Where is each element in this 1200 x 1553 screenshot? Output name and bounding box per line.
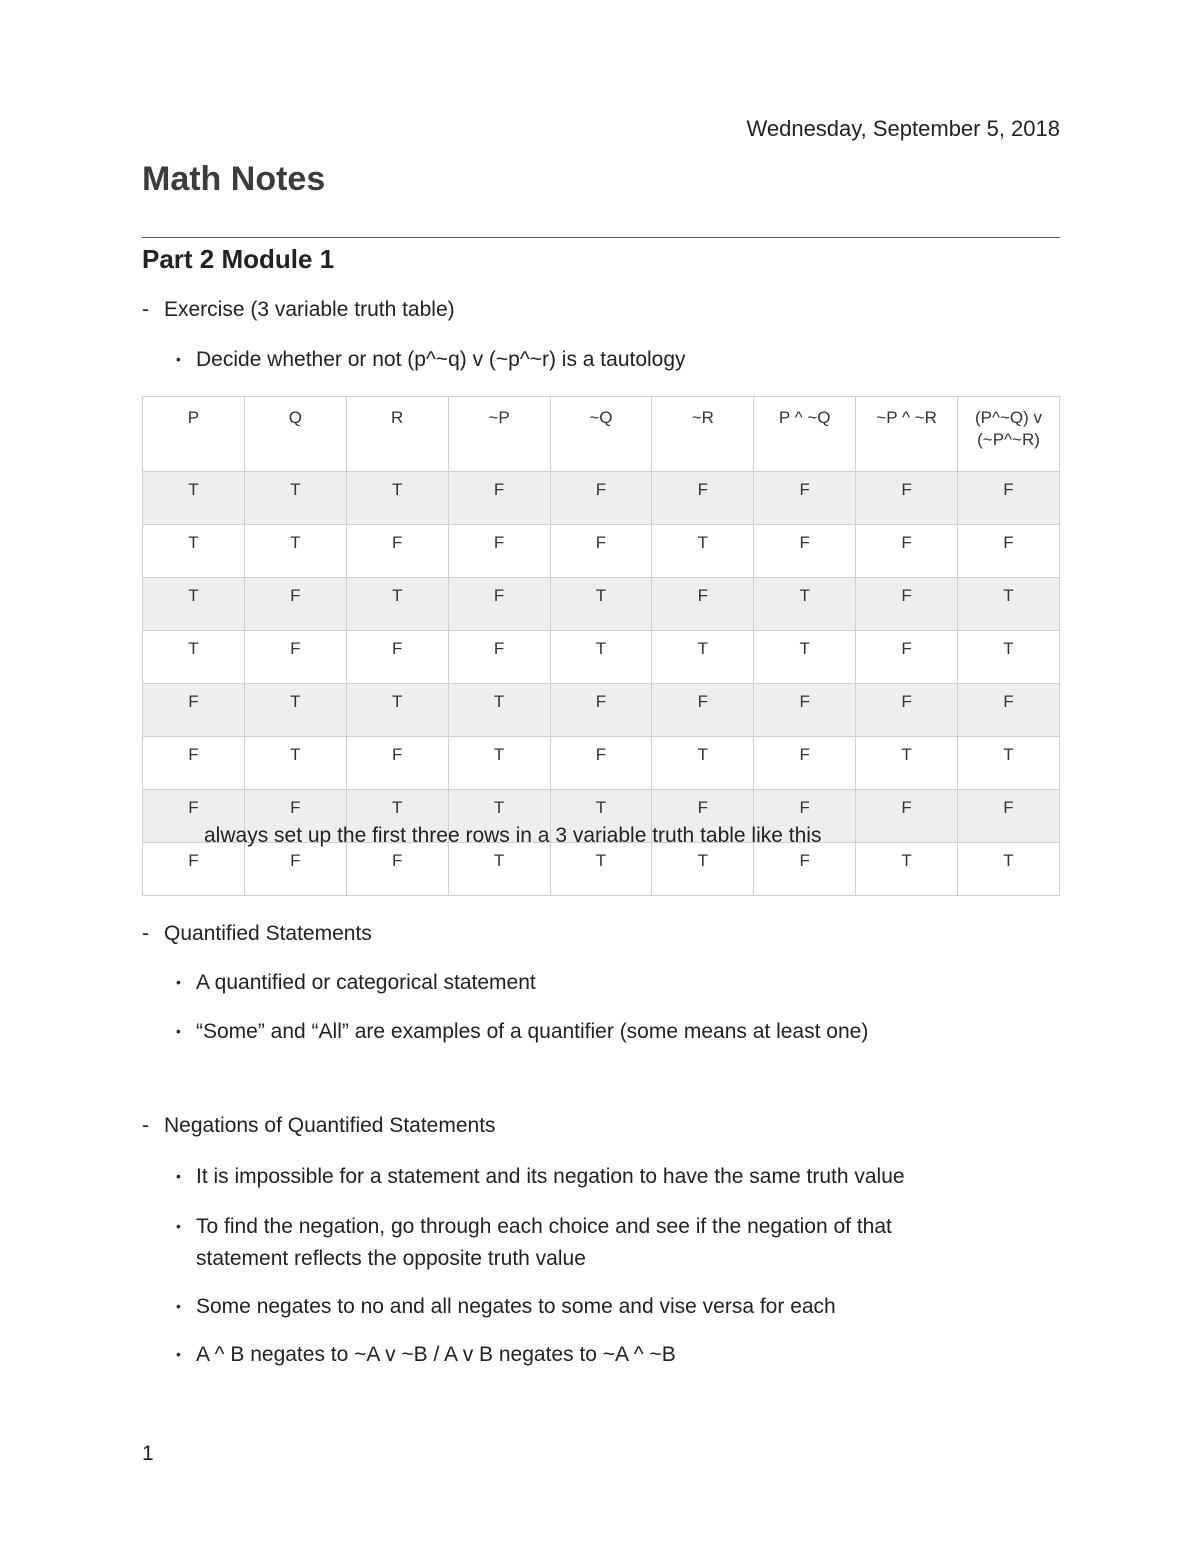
header-q: Q (244, 397, 346, 472)
table-cell: T (346, 684, 448, 737)
dash-marker: - (142, 298, 149, 321)
table-cell: F (754, 790, 856, 843)
table-cell: F (856, 631, 958, 684)
table-cell: T (958, 631, 1060, 684)
list-item-text: To find the negation, go through each choice and see if the negation of that (196, 1215, 892, 1238)
header-not-p-and-not-r: ~P ^ ~R (856, 397, 958, 472)
table-cell: T (346, 472, 448, 525)
table-cell: F (754, 525, 856, 578)
table-cell: T (856, 737, 958, 790)
table-cell: F (652, 578, 754, 631)
list-item-text: A quantified or categorical statement (196, 971, 536, 994)
table-cell: T (754, 631, 856, 684)
bullet-marker: • (176, 351, 181, 367)
table-cell: F (448, 631, 550, 684)
section-heading: Part 2 Module 1 (142, 244, 335, 274)
table-cell: T (448, 684, 550, 737)
table-cell: T (143, 472, 245, 525)
table-row (143, 684, 1060, 737)
table-cell: F (346, 631, 448, 684)
table-cell: F (856, 525, 958, 578)
table-cell: F (958, 684, 1060, 737)
header-disjunction: (P^~Q) v (~P^~R) (958, 397, 1060, 472)
table-cell: T (550, 790, 652, 843)
bullet-marker: • (176, 1168, 181, 1184)
page-title: Math Notes (142, 160, 326, 198)
table-cell: F (958, 472, 1060, 525)
table-cell: T (244, 472, 346, 525)
table-cell: T (550, 578, 652, 631)
dash-marker: - (142, 922, 149, 945)
list-item (176, 966, 1036, 999)
table-cell: F (244, 843, 346, 896)
list-item (176, 1160, 1036, 1193)
list-item (176, 1338, 1036, 1371)
table-cell: F (448, 525, 550, 578)
header-not-r: ~R (652, 397, 754, 472)
table-cell: F (652, 472, 754, 525)
table-row (143, 843, 1060, 896)
table-cell: F (550, 472, 652, 525)
header-not-q: ~Q (550, 397, 652, 472)
table-cell: T (143, 631, 245, 684)
header-p-and-not-q: P ^ ~Q (754, 397, 856, 472)
table-cell: F (856, 578, 958, 631)
table-cell: F (550, 684, 652, 737)
table-cell: F (754, 843, 856, 896)
note-date: Wednesday, September 5, 2018 (746, 116, 1060, 141)
table-cell: F (958, 525, 1060, 578)
quantified-label: Quantified Statements (164, 922, 372, 945)
table-cell: T (550, 631, 652, 684)
table-cell: T (550, 843, 652, 896)
list-item-text: A ^ B negates to ~A v ~B / A v B negates to ~A ^ ~B (196, 1343, 676, 1366)
table-cell: F (652, 790, 754, 843)
table-cell: F (143, 737, 245, 790)
table-cell: F (652, 684, 754, 737)
table-cell: F (448, 472, 550, 525)
table-cell: T (244, 737, 346, 790)
list-item-text: Some negates to no and all negates to some and vise versa for each (196, 1295, 836, 1318)
exercise-item (142, 298, 455, 322)
exercise-bullet (176, 343, 1036, 376)
table-cell: T (652, 737, 754, 790)
table-row (143, 578, 1060, 631)
table-cell: T (958, 578, 1060, 631)
table-cell: T (958, 843, 1060, 896)
header-not-p: ~P (448, 397, 550, 472)
table-cell: F (346, 737, 448, 790)
list-item-text: “Some” and “All” are examples of a quantifier (some means at least one) (196, 1020, 869, 1043)
table-row (143, 525, 1060, 578)
header-r: R (346, 397, 448, 472)
table-cell: F (346, 843, 448, 896)
table-row (143, 631, 1060, 684)
exercise-label: Exercise (3 variable truth table) (164, 298, 455, 321)
table-cell: T (652, 631, 754, 684)
table-cell: F (754, 737, 856, 790)
dash-marker: - (142, 1114, 149, 1137)
table-note: always set up the first three rows in a 3 variable truth table like this (204, 824, 822, 847)
negations-label: Negations of Quantified Statements (164, 1114, 496, 1137)
table-cell: T (244, 684, 346, 737)
bullet-marker: • (176, 1023, 181, 1039)
table-cell: F (754, 472, 856, 525)
table-cell: F (244, 631, 346, 684)
negations-item (142, 1114, 496, 1138)
table-cell: T (958, 737, 1060, 790)
list-item (176, 1290, 1036, 1323)
bullet-marker: • (176, 1346, 181, 1362)
table-cell: T (448, 737, 550, 790)
table-cell: F (143, 684, 245, 737)
table-cell: F (958, 790, 1060, 843)
bullet-marker: • (176, 1298, 181, 1314)
table-cell: F (448, 578, 550, 631)
bullet-marker: • (176, 1218, 181, 1234)
table-cell: F (143, 843, 245, 896)
list-item-text: It is impossible for a statement and its negation to have the same truth value (196, 1165, 905, 1188)
table-cell: T (856, 843, 958, 896)
table-cell: T (652, 525, 754, 578)
table-cell: F (550, 525, 652, 578)
header-p: P (143, 397, 245, 472)
table-cell: F (244, 790, 346, 843)
table-cell: F (856, 472, 958, 525)
list-item (176, 1015, 1036, 1048)
truth-table (142, 396, 1060, 896)
table-cell: T (346, 578, 448, 631)
table-row (143, 737, 1060, 790)
table-cell: T (448, 843, 550, 896)
page-number: 1 (142, 1442, 154, 1465)
table-cell: F (856, 790, 958, 843)
table-cell: F (754, 684, 856, 737)
list-item-continuation: statement reflects the opposite truth value (196, 1247, 586, 1270)
table-cell: F (244, 578, 346, 631)
table-cell: T (652, 843, 754, 896)
quantified-item (142, 922, 372, 946)
exercise-bullet-text: Decide whether or not (p^~q) v (~p^~r) is a tautology (196, 348, 686, 371)
table-cell: F (550, 737, 652, 790)
table-cell: T (754, 578, 856, 631)
title-divider (142, 237, 1060, 238)
table-cell: T (346, 790, 448, 843)
table-row (143, 472, 1060, 525)
table-cell: F (856, 684, 958, 737)
table-cell: T (143, 578, 245, 631)
bullet-marker: • (176, 974, 181, 990)
table-cell: T (448, 790, 550, 843)
table-cell: F (143, 790, 245, 843)
list-item (176, 1210, 1036, 1275)
table-cell: F (346, 525, 448, 578)
table-cell: T (244, 525, 346, 578)
table-cell: T (143, 525, 245, 578)
truth-table-header-row (143, 397, 1060, 472)
